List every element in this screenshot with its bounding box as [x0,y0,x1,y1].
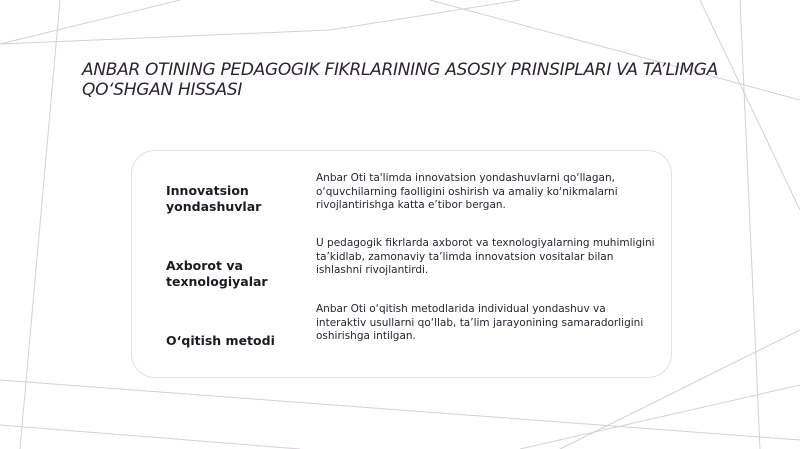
row-description-oqitish: Anbar Oti o‘qitish metodlarida individual yondashuv va interaktiv usullarni qo‘llab, ta’lim jarayonining samaradorligini oshirishga intilgan. [316,303,644,342]
row-description-innovatsion: Anbar Oti ta'limda innovatsion yondashuvlarni qo‘llagan, o‘quvchilarning faolligini oshirish va amaliy ko‘nikmalarni rivojlantirishga katta e’tibor bergan. [316,172,618,211]
row-label-oqitish: O‘qitish metodi [166,333,275,348]
decor-line [520,385,800,449]
row-label-axborot: Axborot va texnologiyalar [166,258,268,289]
row-description-axborot: U pedagogik fikrlarda axborot va texnologiyalarning muhimligini ta’kidlab, zamonaviy ta’limda innovatsion vositalar bilan ishlashni rivojlantirdi. [316,237,655,276]
row-label-innovatsion: Innovatsion yondashuvlar [166,183,262,214]
decor-line [0,425,300,449]
decor-line [330,0,520,30]
decor-line [700,0,800,210]
slide-title: ANBAR OTINING PEDAGOGIK FIKRLARINING ASOSIY PRINSIPLARI VA TA’LIMGA QO‘SHGAN HISSASI [82,60,718,100]
decor-line [740,0,760,449]
